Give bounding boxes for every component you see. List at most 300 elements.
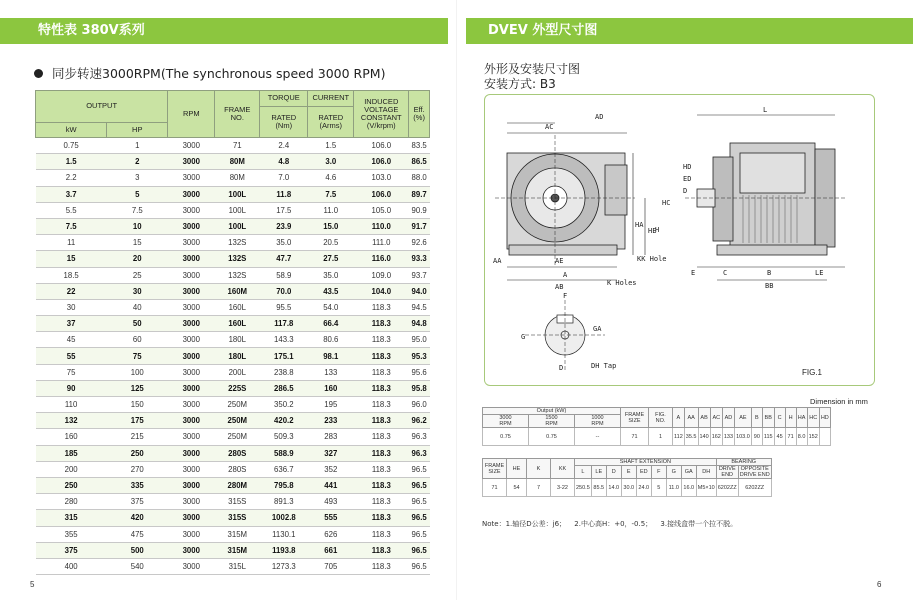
table-cell: 35.0 — [308, 267, 354, 283]
table-cell: 2.4 — [260, 138, 308, 154]
label-c: C — [723, 269, 728, 277]
table-cell: 250M — [215, 429, 260, 445]
dim1-col-a: A — [673, 408, 685, 428]
table-row — [36, 218, 430, 234]
table-cell: 132 — [36, 413, 107, 429]
table-cell: 111.0 — [354, 235, 409, 251]
table-cell: 96.2 — [409, 413, 430, 429]
label-kk: KK Hole — [637, 255, 667, 263]
table-cell: 90 — [36, 380, 107, 396]
table-cell: 125 — [107, 380, 168, 396]
table-cell: 58.9 — [260, 267, 308, 283]
table-row — [36, 461, 430, 477]
table-cell: 70.0 — [260, 283, 308, 299]
left-header-banner: 特性表 380V系列 — [0, 18, 448, 44]
table-cell: 95.5 — [260, 299, 308, 315]
table-cell: 180L — [215, 348, 260, 364]
table-cell: 3000 — [168, 397, 215, 413]
table-cell: 45 — [36, 332, 107, 348]
header-induced: INDUCED VOLTAGE CONSTANT (V/krpm) — [354, 91, 409, 138]
table-cell: 96.3 — [409, 445, 430, 461]
table-cell: 20 — [107, 251, 168, 267]
table-cell: 540 — [107, 558, 168, 574]
table-cell: 2.2 — [36, 170, 107, 186]
table-cell: 95.8 — [409, 380, 430, 396]
dim2-col-l: L — [575, 466, 592, 479]
table-cell: 420 — [107, 510, 168, 526]
dim1-cell: 140 — [698, 428, 710, 446]
label-aa: AA — [493, 257, 502, 265]
label-hd: HD — [683, 163, 692, 171]
table-cell: 280 — [36, 494, 107, 510]
table-cell: 60 — [107, 332, 168, 348]
dim1-col-aa: AA — [684, 408, 698, 428]
dim2-cell: 71 — [483, 479, 507, 497]
table-cell: 92.6 — [409, 235, 430, 251]
header-kw: kW — [36, 123, 107, 138]
table-cell: 118.3 — [354, 542, 409, 558]
table-cell: 96.5 — [409, 461, 430, 477]
table-cell: 118.3 — [354, 332, 409, 348]
dim1-cell: 35.5 — [684, 428, 698, 446]
table-cell: 3000 — [168, 235, 215, 251]
table-cell: 3000 — [168, 413, 215, 429]
table-cell: 118.3 — [354, 413, 409, 429]
table-cell: 118.3 — [354, 380, 409, 396]
table-cell: 118.3 — [354, 348, 409, 364]
table-cell: 150 — [107, 397, 168, 413]
table-cell: 75 — [107, 348, 168, 364]
dim2-data-row — [483, 479, 772, 497]
table-cell: 20.5 — [308, 235, 354, 251]
table-cell: 3000 — [168, 494, 215, 510]
label-ab: AB — [555, 283, 564, 291]
dim2-col-g: G — [666, 466, 681, 479]
figure-label: FIG.1 — [801, 368, 822, 377]
table-cell: 200 — [36, 461, 107, 477]
table-cell: 2 — [107, 154, 168, 170]
right-header-banner: DVEV 外型尺寸图 — [466, 18, 913, 44]
dimension-table-2 — [482, 458, 772, 497]
table-row — [36, 429, 430, 445]
table-cell: 47.7 — [260, 251, 308, 267]
table-cell: 96.5 — [409, 558, 430, 574]
table-row — [36, 477, 430, 493]
table-cell: 7.5 — [308, 186, 354, 202]
table-cell: 555 — [308, 510, 354, 526]
table-cell: 100L — [215, 218, 260, 234]
table-cell: 3000 — [168, 461, 215, 477]
table-row — [36, 170, 430, 186]
label-d: D — [683, 187, 688, 195]
label-ga: GA — [593, 325, 602, 333]
table-cell: 3000 — [168, 316, 215, 332]
motor-drawing-svg — [485, 95, 876, 387]
table-cell: 355 — [36, 526, 107, 542]
table-cell: 315M — [215, 542, 260, 558]
dim1-cell: 133 — [722, 428, 734, 446]
dim2-cell: 6202ZZ — [738, 479, 771, 497]
table-cell: 3000 — [168, 154, 215, 170]
dim2-kk: KK — [551, 459, 575, 479]
table-cell: 3000 — [168, 445, 215, 461]
dim2-frame-size: FRAME SIZE — [483, 459, 507, 479]
table-cell: 250 — [107, 445, 168, 461]
table-cell: 1193.8 — [260, 542, 308, 558]
table-cell: 35.0 — [260, 235, 308, 251]
table-cell: 795.8 — [260, 477, 308, 493]
table-cell: 315L — [215, 558, 260, 574]
table-cell: 5 — [107, 186, 168, 202]
bullet-icon — [34, 69, 43, 78]
table-cell: 18.5 — [36, 267, 107, 283]
table-row — [36, 526, 430, 542]
dim1-cell: -- — [575, 428, 621, 446]
table-cell: 160L — [215, 299, 260, 315]
table-cell: 335 — [107, 477, 168, 493]
table-cell: 350.2 — [260, 397, 308, 413]
notes: Note：1.轴径D公差：j6； 2.中心高H：+0，-0.5； 3.接线盒带一个拉不脱。 — [482, 520, 738, 528]
label-he: HE — [648, 227, 657, 235]
table-cell: 118.3 — [354, 477, 409, 493]
dim2-cell: 24.0 — [636, 479, 651, 497]
label-a: A — [563, 271, 568, 279]
table-cell: 118.3 — [354, 364, 409, 380]
table-cell: 80M — [215, 154, 260, 170]
table-cell: 133 — [308, 364, 354, 380]
table-cell: 3.0 — [308, 154, 354, 170]
table-row — [36, 413, 430, 429]
table-cell: 104.0 — [354, 283, 409, 299]
side-view — [685, 143, 845, 255]
table-cell: 94.0 — [409, 283, 430, 299]
table-cell: 15 — [107, 235, 168, 251]
table-cell: 160 — [308, 380, 354, 396]
table-row — [36, 558, 430, 574]
table-cell: 50 — [107, 316, 168, 332]
dim1-fig-no: FIG. NO. — [649, 408, 673, 428]
table-cell: 441 — [308, 477, 354, 493]
table-cell: 10 — [107, 218, 168, 234]
table-cell: 91.7 — [409, 218, 430, 234]
table-cell: 3000 — [168, 526, 215, 542]
table-cell: 280S — [215, 461, 260, 477]
dimension-drawing — [484, 94, 875, 386]
dim2-col-d: D — [606, 466, 621, 479]
table-row — [36, 235, 430, 251]
table-cell: 95.0 — [409, 332, 430, 348]
table-cell: 100L — [215, 202, 260, 218]
table-cell: 106.0 — [354, 186, 409, 202]
label-hc: HC — [662, 199, 671, 207]
dim1-cell: 0.75 — [529, 428, 575, 446]
subtitle-text: 同步转速3000RPM(The synchronous speed 3000 RPM) — [52, 66, 386, 81]
dim1-cell: 152 — [807, 428, 819, 446]
table-row — [36, 138, 430, 154]
table-cell: 1.5 — [308, 138, 354, 154]
table-cell: 233 — [308, 413, 354, 429]
table-cell: 117.8 — [260, 316, 308, 332]
table-cell: 96.3 — [409, 429, 430, 445]
table-cell: 110 — [36, 397, 107, 413]
dim1-cell: 115 — [762, 428, 774, 446]
table-cell: 3000 — [168, 348, 215, 364]
table-row — [36, 186, 430, 202]
table-cell: 118.3 — [354, 429, 409, 445]
table-cell: 75 — [36, 364, 107, 380]
table-cell: 118.3 — [354, 397, 409, 413]
table-cell: 200L — [215, 364, 260, 380]
table-cell: 195 — [308, 397, 354, 413]
table-cell: 88.0 — [409, 170, 430, 186]
dim2-bearing: BEARING — [716, 459, 771, 466]
table-row — [36, 299, 430, 315]
dim2-cell: 30.0 — [621, 479, 636, 497]
table-cell: 1130.1 — [260, 526, 308, 542]
header-torque-rated: RATED (Nm) — [260, 107, 308, 138]
dim1-col-hc: HC — [807, 408, 819, 428]
performance-table-body — [36, 138, 430, 575]
dim1-col-b: B — [751, 408, 762, 428]
table-row — [36, 445, 430, 461]
label-ed: ED — [683, 175, 692, 183]
performance-table — [35, 90, 430, 575]
table-cell: 3000 — [168, 477, 215, 493]
label-ad: AD — [595, 113, 604, 121]
table-row — [36, 364, 430, 380]
section-subtitle — [34, 64, 385, 82]
table-cell: 420.2 — [260, 413, 308, 429]
table-cell: 3000 — [168, 510, 215, 526]
table-cell: 280M — [215, 477, 260, 493]
table-cell: 250 — [36, 477, 107, 493]
table-row — [36, 267, 430, 283]
table-cell: 509.3 — [260, 429, 308, 445]
table-cell: 96.5 — [409, 542, 430, 558]
dim1-cell: 71 — [785, 428, 796, 446]
table-cell: 1 — [107, 138, 168, 154]
table-cell: 118.3 — [354, 316, 409, 332]
table-row — [36, 154, 430, 170]
dim2-cell: 54 — [507, 479, 527, 497]
table-cell: 11.8 — [260, 186, 308, 202]
table-cell: 3000 — [168, 429, 215, 445]
table-cell: 1002.8 — [260, 510, 308, 526]
table-cell: 1273.3 — [260, 558, 308, 574]
table-cell: 11 — [36, 235, 107, 251]
dim1-col-bb: BB — [762, 408, 774, 428]
dim1-cell: 90 — [751, 428, 762, 446]
table-cell: 109.0 — [354, 267, 409, 283]
table-cell: 270 — [107, 461, 168, 477]
table-cell: 118.3 — [354, 558, 409, 574]
table-cell: 118.3 — [354, 510, 409, 526]
table-cell: 25 — [107, 267, 168, 283]
dim1-cell: 71 — [621, 428, 649, 446]
table-row — [36, 316, 430, 332]
table-cell: 95.6 — [409, 364, 430, 380]
table-cell: 4.8 — [260, 154, 308, 170]
label-e: E — [691, 269, 696, 277]
dim2-k: K — [527, 459, 551, 479]
table-cell: 96.5 — [409, 494, 430, 510]
table-cell: 225S — [215, 380, 260, 396]
dim2-cell: 7 — [527, 479, 551, 497]
table-cell: 3000 — [168, 299, 215, 315]
table-cell: 3000 — [168, 558, 215, 574]
dim2-col-ga: GA — [681, 466, 696, 479]
dim1-cell: 103.0 — [735, 428, 752, 446]
table-cell: 891.3 — [260, 494, 308, 510]
dim1-frame-size: FRAME SIZE — [621, 408, 649, 428]
table-cell: 493 — [308, 494, 354, 510]
table-cell: 3000 — [168, 202, 215, 218]
mounting-type: 安装方式: B3 — [484, 77, 556, 91]
dim2-drive-end: DRIVE END — [716, 466, 738, 479]
dim1-col-c: C — [774, 408, 785, 428]
table-cell: 475 — [107, 526, 168, 542]
table-cell: 118.3 — [354, 526, 409, 542]
table-cell: 54.0 — [308, 299, 354, 315]
label-le: LE — [815, 269, 824, 277]
table-cell: 3000 — [168, 380, 215, 396]
table-cell: 3000 — [168, 542, 215, 558]
table-cell: 500 — [107, 542, 168, 558]
dim2-cell: M5×10 — [696, 479, 716, 497]
label-g: G — [521, 333, 526, 341]
shaft-detail — [525, 300, 605, 370]
table-cell: 636.7 — [260, 461, 308, 477]
table-cell: 1.5 — [36, 154, 107, 170]
table-cell: 175 — [107, 413, 168, 429]
front-view — [495, 135, 635, 265]
dim1-3000rpm: 3000 RPM — [483, 415, 529, 428]
header-current: CURRENT — [308, 91, 354, 107]
table-row — [36, 542, 430, 558]
label-dh: DH Tap — [591, 362, 617, 370]
table-cell: 315S — [215, 510, 260, 526]
table-cell: 27.5 — [308, 251, 354, 267]
table-cell: 7.0 — [260, 170, 308, 186]
dim1-col-ac: AC — [710, 408, 722, 428]
table-cell: 238.8 — [260, 364, 308, 380]
dim2-col-le: LE — [591, 466, 606, 479]
table-cell: 3000 — [168, 283, 215, 299]
label-ae: AE — [555, 257, 564, 265]
table-cell: 283 — [308, 429, 354, 445]
table-cell: 94.8 — [409, 316, 430, 332]
label-ha: HA — [635, 221, 644, 229]
table-cell: 103.0 — [354, 170, 409, 186]
table-cell: 15.0 — [308, 218, 354, 234]
table-cell: 40 — [107, 299, 168, 315]
table-cell: 5.5 — [36, 202, 107, 218]
table-cell: 588.9 — [260, 445, 308, 461]
table-cell: 22 — [36, 283, 107, 299]
table-cell: 3000 — [168, 186, 215, 202]
table-cell: 17.5 — [260, 202, 308, 218]
table-cell: 93.3 — [409, 251, 430, 267]
table-cell: 37 — [36, 316, 107, 332]
dimension-table-1 — [482, 407, 831, 446]
table-cell: 160 — [36, 429, 107, 445]
label-bb: BB — [765, 282, 774, 290]
table-cell: 215 — [107, 429, 168, 445]
table-row — [36, 380, 430, 396]
drawing-subtitle — [484, 62, 580, 92]
table-cell: 400 — [36, 558, 107, 574]
dim2-cell: 6202ZZ — [716, 479, 738, 497]
header-eff: Eff. (%) — [409, 91, 430, 138]
table-row — [36, 348, 430, 364]
table-cell: 175.1 — [260, 348, 308, 364]
table-cell: 80.6 — [308, 332, 354, 348]
label-b: B — [767, 269, 772, 277]
table-cell: 3.7 — [36, 186, 107, 202]
dim1-1000rpm: 1000 RPM — [575, 415, 621, 428]
header-hp: HP — [107, 123, 168, 138]
table-row — [36, 510, 430, 526]
table-row — [36, 202, 430, 218]
page-number-left: 5 — [30, 580, 35, 589]
table-cell: 7.5 — [107, 202, 168, 218]
table-cell: 132S — [215, 251, 260, 267]
table-cell: 3000 — [168, 218, 215, 234]
page-number-right: 6 — [877, 580, 882, 589]
dim2-col-e: E — [621, 466, 636, 479]
dim1-cell: 45 — [774, 428, 785, 446]
table-cell: 3000 — [168, 251, 215, 267]
label-l: L — [763, 106, 768, 114]
dim1-cell: 112 — [673, 428, 685, 446]
table-cell: 55 — [36, 348, 107, 364]
label-h: H — [655, 226, 660, 234]
table-cell: 118.3 — [354, 445, 409, 461]
table-cell: 132S — [215, 235, 260, 251]
table-row — [36, 494, 430, 510]
page-divider — [456, 0, 457, 600]
header-current-rated: RATED (Arms) — [308, 107, 354, 138]
dim2-cell: 14.0 — [606, 479, 621, 497]
table-cell: 250M — [215, 413, 260, 429]
table-cell: 626 — [308, 526, 354, 542]
dim2-cell: 3-22 — [551, 479, 575, 497]
dim2-cell: 5 — [651, 479, 666, 497]
table-cell: 0.75 — [36, 138, 107, 154]
dim2-opposite: OPPOSITE DRIVE END — [739, 466, 770, 479]
table-cell: 286.5 — [260, 380, 308, 396]
table-cell: 4.6 — [308, 170, 354, 186]
table-cell: 116.0 — [354, 251, 409, 267]
dim1-col-h: H — [785, 408, 796, 428]
dim2-cell: 16.0 — [681, 479, 696, 497]
drawing-title: 外形及安装尺寸图 — [484, 62, 581, 76]
table-cell: 118.3 — [354, 299, 409, 315]
table-cell: 315S — [215, 494, 260, 510]
table-cell: 327 — [308, 445, 354, 461]
dim2-he: HE — [507, 459, 527, 479]
dim1-cell: 1 — [649, 428, 673, 446]
table-cell: 118.3 — [354, 461, 409, 477]
table-cell: 185 — [36, 445, 107, 461]
table-cell: 83.5 — [409, 138, 430, 154]
table-cell: 375 — [36, 542, 107, 558]
table-cell: 3000 — [168, 267, 215, 283]
label-k: K Holes — [607, 279, 637, 287]
table-cell: 315M — [215, 526, 260, 542]
table-row — [36, 283, 430, 299]
table-cell: 93.7 — [409, 267, 430, 283]
